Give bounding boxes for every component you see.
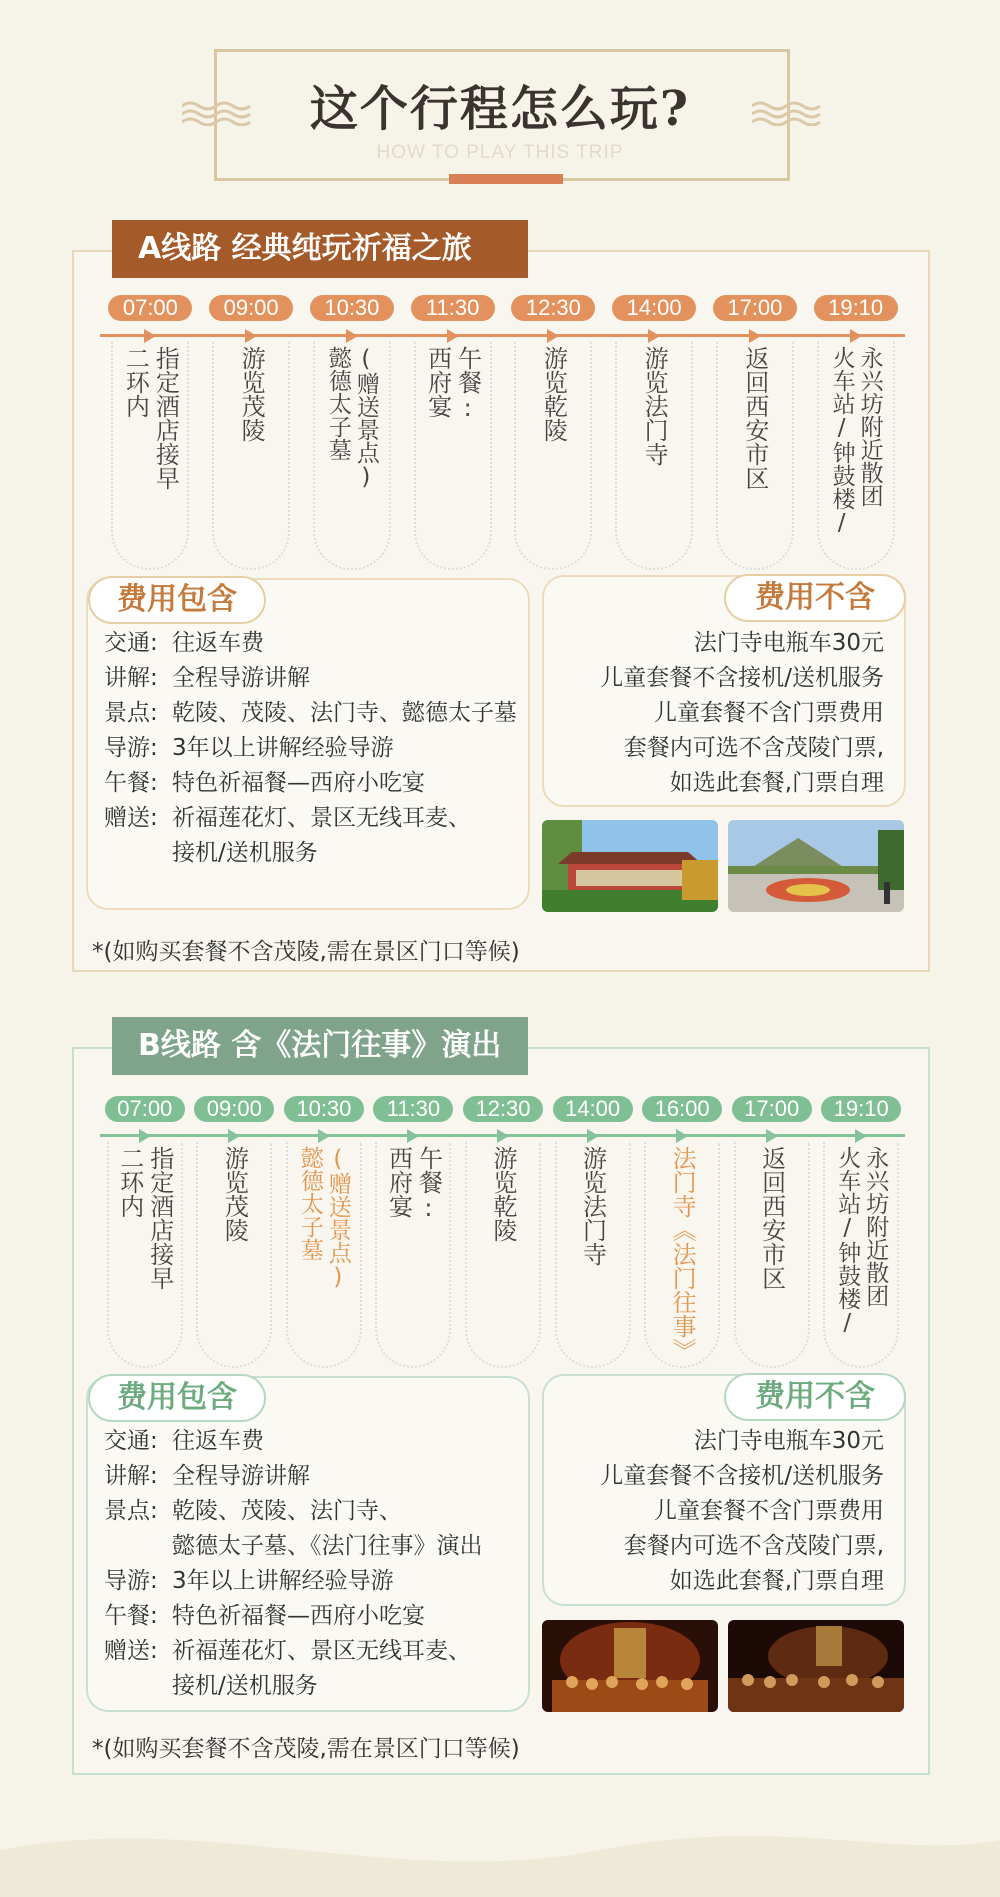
included-value: 往返车费: [172, 1428, 264, 1454]
timeline-arrow-icon: [407, 1129, 419, 1143]
schedule-activity-text: 午餐:: [453, 346, 482, 422]
excluded-item: 儿童套餐不含接机/送机服务: [600, 665, 884, 691]
schedule-activity: [734, 1146, 810, 1290]
schedule-activity-text: 午餐:: [414, 1146, 443, 1222]
included-key: 导游:: [104, 1568, 158, 1594]
included-key: 赠送:: [104, 805, 158, 831]
schedule-activity-text: 二环内: [121, 346, 150, 418]
route-b-excluded-label: 费用不含: [724, 1373, 906, 1421]
route-b-note: *(如购买套餐不含茂陵,需在景区门口等候): [92, 1736, 520, 1762]
timeline-arrow-icon: [228, 1129, 240, 1143]
schedule-activity-text: (赠送景点): [324, 1146, 351, 1290]
schedule-activity-text: 西府宴: [423, 346, 452, 418]
included-key: 讲解:: [104, 1463, 158, 1489]
page-subtitle: HOW TO PLAY THIS TRIP: [376, 142, 624, 163]
schedule-activity: [107, 1146, 183, 1290]
timeline-arrow-icon: [318, 1129, 330, 1143]
schedule-time: 10:30: [310, 295, 394, 321]
route-a-excluded-list: [600, 626, 884, 801]
timeline-arrow-icon: [766, 1129, 778, 1143]
mausoleum-photo: [728, 820, 904, 912]
schedule-time: 09:00: [209, 295, 293, 321]
timeline-arrow-icon: [749, 329, 761, 343]
included-value: 乾陵、茂陵、法门寺、懿德太子墓: [172, 700, 517, 726]
included-key: 交通:: [104, 630, 158, 656]
schedule-activity-text: 游览乾陵: [489, 1146, 517, 1242]
schedule-activity-text: 返回西安市区: [740, 346, 769, 490]
included-value: 往返车费: [172, 630, 264, 656]
schedule-activity-text: 法门寺《法门往事》: [668, 1146, 697, 1362]
schedule-activity: [212, 346, 290, 442]
included-key: 景点:: [104, 1498, 158, 1524]
schedule-time: 12:30: [511, 295, 595, 321]
excluded-item: 法门寺电瓶车30元: [693, 630, 884, 656]
route-b-title: B线路 含《法门往事》演出: [112, 1017, 528, 1075]
page-title: 这个行程怎么玩?: [309, 81, 691, 137]
schedule-time: 19:10: [821, 1096, 901, 1122]
schedule-activity-text: 永兴坊附近散团: [856, 346, 883, 507]
excluded-item: 如选此套餐,门票自理: [669, 1568, 884, 1594]
included-value: 祈福莲花灯、景区无线耳麦、: [172, 805, 471, 831]
schedule-activity: [823, 1146, 899, 1336]
schedule-time: 17:00: [713, 295, 797, 321]
schedule-activity: [196, 1146, 272, 1242]
included-value: 全程导游讲解: [172, 1463, 310, 1489]
timeline-arrow-icon: [497, 1129, 509, 1143]
route-a-note: *(如购买套餐不含茂陵,需在景区门口等候): [92, 939, 520, 965]
performance-photo: [542, 1620, 718, 1712]
schedule-time: 14:00: [553, 1096, 633, 1122]
route-b-excluded-list: [600, 1424, 884, 1599]
schedule-activity-text: 指定酒店接早: [145, 1146, 174, 1290]
schedule-activity-text: 游览茂陵: [237, 346, 266, 442]
timeline-arrow-icon: [447, 329, 459, 343]
excluded-item: 儿童套餐不含门票费用: [654, 700, 884, 726]
schedule-activity-text: 永兴坊附近散团: [862, 1146, 889, 1307]
schedule-activity-text: 懿德太子墓: [296, 1146, 323, 1261]
included-key: 赠送:: [104, 1638, 158, 1664]
route-a-excluded-label: 费用不含: [724, 574, 906, 622]
included-value: 特色祈福餐—西府小吃宴: [172, 1603, 425, 1629]
schedule-time: 07:00: [108, 295, 192, 321]
schedule-time: 11:30: [411, 295, 495, 321]
excluded-item: 儿童套餐不含接机/送机服务: [600, 1463, 884, 1489]
included-value: 接机/送机服务: [172, 1673, 318, 1699]
schedule-activity-text: 火车站/钟鼓楼/: [828, 346, 855, 536]
schedule-activity-text: (赠送景点): [352, 346, 379, 490]
schedule-time: 12:30: [463, 1096, 543, 1122]
schedule-activity-text: 返回西安市区: [757, 1146, 786, 1290]
schedule-activity-text: 游览乾陵: [539, 346, 568, 442]
route-a-title: A线路 经典纯玩祈福之旅: [112, 220, 528, 278]
timeline-arrow-icon: [676, 1129, 688, 1143]
schedule-activity: [313, 346, 391, 490]
schedule-time: 17:00: [732, 1096, 812, 1122]
bottom-wave-decoration: [0, 1810, 1000, 1897]
schedule-time: 16:00: [642, 1096, 722, 1122]
schedule-time: 19:10: [814, 295, 898, 321]
route-b-included-label: 费用包含: [88, 1374, 266, 1422]
schedule-activity-text: 西府宴: [384, 1146, 413, 1218]
route-a-included-list: [104, 626, 517, 871]
included-key: 导游:: [104, 735, 158, 761]
schedule-activity: [514, 346, 592, 442]
included-value: 3年以上讲解经验导游: [172, 735, 394, 761]
schedule-activity-text: 火车站/钟鼓楼/: [834, 1146, 861, 1336]
timeline-arrow-icon: [648, 329, 660, 343]
timeline-arrow-icon: [587, 1129, 599, 1143]
excluded-item: 法门寺电瓶车30元: [693, 1428, 884, 1454]
temple-photo: [542, 820, 718, 912]
timeline-arrow-icon: [139, 1129, 151, 1143]
schedule-activity: [817, 346, 895, 536]
schedule-activity-text: 二环内: [115, 1146, 144, 1218]
included-value: 懿德太子墓、《法门往事》演出: [172, 1533, 483, 1559]
excluded-item: 儿童套餐不含门票费用: [654, 1498, 884, 1524]
included-value: 特色祈福餐—西府小吃宴: [172, 770, 425, 796]
excluded-item: 套餐内可选不含茂陵门票,: [623, 1533, 884, 1559]
schedule-time: 07:00: [105, 1096, 185, 1122]
schedule-activity: [414, 346, 492, 422]
included-key: 交通:: [104, 1428, 158, 1454]
included-key: 景点:: [104, 700, 158, 726]
schedule-activity-text: 游览法门寺: [640, 346, 669, 466]
schedule-time: 10:30: [284, 1096, 364, 1122]
schedule-activity: [465, 1146, 541, 1242]
schedule-activity: [644, 1146, 720, 1362]
included-key: 午餐:: [104, 1603, 158, 1629]
schedule-activity: [555, 1146, 631, 1266]
schedule-activity-text: 游览茂陵: [220, 1146, 249, 1242]
timeline-arrow-icon: [850, 329, 862, 343]
included-value: 3年以上讲解经验导游: [172, 1568, 394, 1594]
schedule-activity-text: 游览法门寺: [578, 1146, 607, 1266]
excluded-item: 套餐内可选不含茂陵门票,: [623, 735, 884, 761]
schedule-activity: [375, 1146, 451, 1222]
schedule-activity-text: 指定酒店接早: [151, 346, 180, 490]
timeline-arrow-icon: [346, 329, 358, 343]
included-value: 接机/送机服务: [172, 840, 318, 866]
schedule-time: 09:00: [194, 1096, 274, 1122]
included-value: 全程导游讲解: [172, 665, 310, 691]
timeline-arrow-icon: [144, 329, 156, 343]
excluded-item: 如选此套餐,门票自理: [669, 770, 884, 796]
timeline-arrow-icon: [855, 1129, 867, 1143]
schedule-activity: [615, 346, 693, 466]
schedule-time: 14:00: [612, 295, 696, 321]
route-b-included-list: [104, 1424, 483, 1704]
schedule-time: 11:30: [373, 1096, 453, 1122]
timeline-arrow-icon: [547, 329, 559, 343]
schedule-activity: [111, 346, 189, 490]
route-a-timeline: [100, 334, 905, 337]
schedule-activity: [716, 346, 794, 490]
schedule-activity-text: 懿德太子墓: [324, 346, 351, 461]
included-value: 祈福莲花灯、景区无线耳麦、: [172, 1638, 471, 1664]
route-a-included-label: 费用包含: [88, 576, 266, 624]
performance-photo: [728, 1620, 904, 1712]
schedule-activity: [286, 1146, 362, 1290]
included-key: 讲解:: [104, 665, 158, 691]
title-underline: [449, 174, 563, 184]
timeline-arrow-icon: [245, 329, 257, 343]
included-value: 乾陵、茂陵、法门寺、: [172, 1498, 402, 1524]
included-key: 午餐:: [104, 770, 158, 796]
